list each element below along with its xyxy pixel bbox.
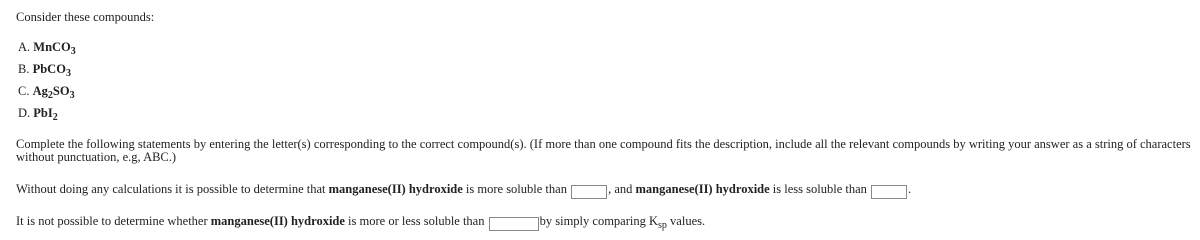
compound-item-b xyxy=(18,61,76,83)
statement-text: . xyxy=(908,182,912,196)
answer-input-undetermined[interactable] xyxy=(489,217,539,231)
compound-item-d xyxy=(18,105,76,127)
answer-input-less-soluble[interactable] xyxy=(871,185,907,199)
compound-letter: D. xyxy=(18,106,31,120)
statement-text: by simply comparing $K_{sp}$ values. xyxy=(539,214,706,231)
statement-compound: manganese(II) hydroxide xyxy=(328,182,463,196)
statement-compound: manganese(II) hydroxide xyxy=(210,214,345,228)
compound-letter: A. xyxy=(18,40,31,54)
statement-2 xyxy=(16,214,705,231)
compound-formula: MnCO$_3$ xyxy=(33,40,76,57)
compound-item-c xyxy=(18,83,76,105)
compound-letter: B. xyxy=(18,62,30,76)
instructions-text: Complete the following statements by entering the letter(s) corresponding to the correct compound(s). (If more than one compound fits the description, include all the relevant compounds by writing your answer as a string of characters without punctuation, e.g, ABC.) xyxy=(16,137,1191,164)
compound-formula: PbI$_2$ xyxy=(33,106,58,123)
statement-text: Without doing any calculations it is possible to determine that xyxy=(16,182,329,196)
statement-text: , and xyxy=(608,182,636,196)
answer-input-more-soluble[interactable] xyxy=(571,185,607,199)
compound-formula: PbCO$_3$ xyxy=(32,62,71,79)
statement-compound: manganese(II) hydroxide xyxy=(635,182,770,196)
statement-text: It is not possible to determine whether xyxy=(16,214,211,228)
compound-list xyxy=(18,39,76,127)
statement-text: is more soluble than xyxy=(462,182,571,196)
intro-text: Consider these compounds: xyxy=(16,10,155,24)
compound-item-a xyxy=(18,39,76,61)
statement-1 xyxy=(16,182,911,199)
statement-text: is more or less soluble than xyxy=(344,214,488,228)
compound-letter: C. xyxy=(18,84,30,98)
compound-formula: $Ag_2SO_3$ xyxy=(32,84,75,101)
statement-text: is less soluble than xyxy=(769,182,871,196)
